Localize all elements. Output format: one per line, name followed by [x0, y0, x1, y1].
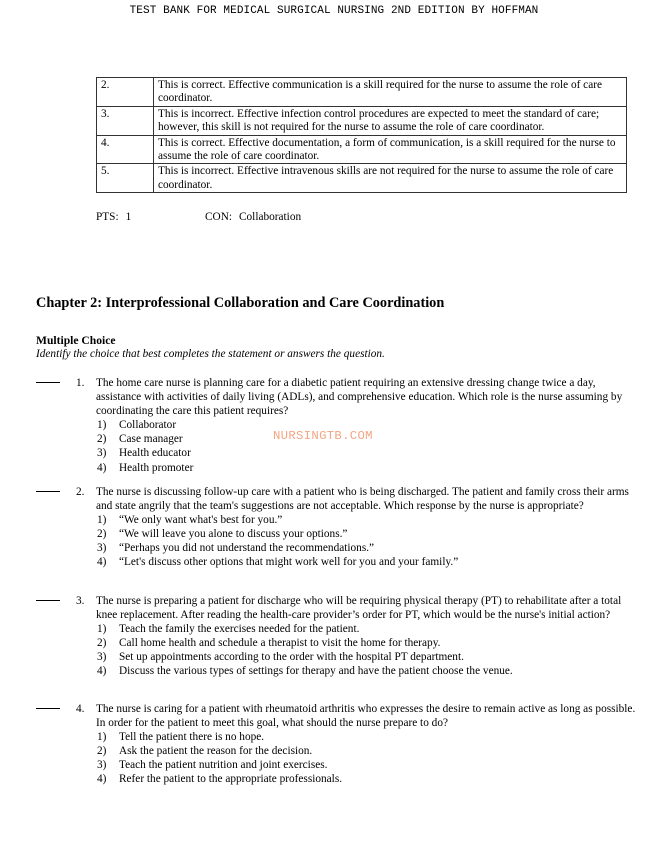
option-text: Health promoter	[119, 461, 194, 474]
table-row	[97, 135, 627, 164]
option-number: 3)	[97, 542, 107, 555]
answer-option[interactable]	[97, 513, 636, 527]
answer-options	[97, 622, 636, 678]
table-row	[97, 78, 627, 107]
option-number: 3)	[97, 759, 107, 772]
option-number: 2)	[97, 433, 107, 446]
option-number: 2)	[97, 637, 107, 650]
option-text: Ask the patient the reason for the decision.	[119, 745, 313, 758]
chapter-title: Chapter 2: Interprofessional Collaboration and Care Coordination	[36, 295, 445, 311]
question-number: 3.	[76, 595, 85, 607]
answer-option[interactable]	[97, 636, 636, 650]
option-number: 4)	[97, 556, 107, 569]
option-text: Health educator	[119, 447, 191, 460]
option-text: Collaborator	[119, 419, 177, 432]
question-stem: The nurse is preparing a patient for discharge who will be requiring physical therapy (PT) to rehabilitate after a total knee replacement. After reading the health-care provider’s order for PT, which would be the nurse's initial action?	[96, 595, 622, 622]
option-text: Discuss the various types of settings for therapy and have the patient choose the venue.	[119, 665, 513, 678]
question-4	[36, 702, 636, 787]
option-text: Case manager	[119, 433, 183, 446]
option-text: “Perhaps you did not understand the recommendations.”	[119, 542, 375, 555]
table-row	[97, 164, 627, 193]
answer-options	[97, 418, 636, 474]
answer-blank[interactable]	[36, 708, 60, 709]
concept-field	[205, 211, 301, 223]
answer-option[interactable]	[97, 555, 636, 569]
rationale-text: This is correct. Effective documentation, a form of communication, is a skill required for the nurse to assume the role of care coordinator.	[154, 135, 627, 164]
question-stem: The nurse is caring for a patient with rheumatoid arthritis who expresses the desire to remain active as long as possible. In order for the patient to meet this goal, what should the nurse prepare to do?	[96, 703, 636, 730]
question-number: 2.	[76, 486, 85, 498]
option-text: “Let's discuss other options that might work well for you and your family.”	[119, 556, 459, 569]
answer-option[interactable]	[97, 664, 636, 678]
option-number: 2)	[97, 745, 107, 758]
option-number: 1)	[97, 514, 107, 527]
running-header: TEST BANK FOR MEDICAL SURGICAL NURSING 2ND EDITION BY HOFFMAN	[129, 5, 539, 17]
option-text: “We only want what's best for you.”	[119, 514, 283, 527]
points-label: PTS:	[96, 211, 119, 223]
option-text: Teach the patient nutrition and joint exercises.	[119, 759, 328, 772]
answer-option[interactable]	[97, 758, 636, 772]
answer-option[interactable]	[97, 541, 636, 555]
answer-option[interactable]	[97, 730, 636, 744]
answer-options	[97, 730, 636, 786]
question-3	[36, 594, 636, 679]
answer-option[interactable]	[97, 461, 636, 475]
option-number: 4)	[97, 665, 107, 678]
rationale-number: 4.	[97, 135, 154, 164]
option-text: “We will leave you alone to discuss your options.”	[119, 528, 348, 541]
question-stem: The home care nurse is planning care for a diabetic patient requiring an extensive dressing change twice a day, assistance with activities of daily living (ADLs), and comprehensive education. Which role is the nurse assuming by coordinating the care this patient requires?	[96, 377, 623, 418]
question-number: 4.	[76, 703, 85, 715]
answer-option[interactable]	[97, 622, 636, 636]
rationale-number: 5.	[97, 164, 154, 193]
answer-option[interactable]	[97, 446, 636, 460]
question-1	[36, 376, 636, 475]
option-number: 1)	[97, 731, 107, 744]
answer-blank[interactable]	[36, 600, 60, 601]
question-2	[36, 485, 636, 570]
option-number: 1)	[97, 623, 107, 636]
rationale-text: This is incorrect. Effective intravenous skills are not required for the nurse to assume the role of care coordinator.	[154, 164, 627, 193]
answer-options	[97, 513, 636, 569]
option-number: 2)	[97, 528, 107, 541]
rationale-text: This is correct. Effective communication is a skill required for the nurse to assume the role of care coordinator.	[154, 78, 627, 107]
points-value: 1	[125, 211, 132, 223]
option-text: Call home health and schedule a therapist to visit the home for therapy.	[119, 637, 441, 650]
question-number: 1.	[76, 377, 85, 389]
option-number: 1)	[97, 419, 107, 432]
answer-blank[interactable]	[36, 491, 60, 492]
section-title: Multiple Choice	[36, 334, 116, 347]
concept-value: Collaboration	[239, 211, 302, 223]
points-field	[96, 211, 131, 223]
option-text: Set up appointments according to the order with the hospital PT department.	[119, 651, 464, 664]
watermark: NURSINGTB.COM	[273, 429, 373, 443]
option-text: Refer the patient to the appropriate professionals.	[119, 773, 343, 786]
answer-option[interactable]	[97, 650, 636, 664]
concept-label: CON:	[205, 211, 232, 223]
rationale-number: 3.	[97, 106, 154, 135]
option-number: 3)	[97, 651, 107, 664]
option-text: Teach the family the exercises needed for the patient.	[119, 623, 360, 636]
question-stem: The nurse is discussing follow-up care with a patient who is being discharged. The patient and family cross their arms and state angrily that the team's suggestions are not acceptable. Which response by the nurse is appropriate?	[96, 486, 629, 513]
option-number: 3)	[97, 447, 107, 460]
rationale-table	[96, 77, 627, 193]
answer-option[interactable]	[97, 527, 636, 541]
instructions: Identify the choice that best completes the statement or answers the question.	[36, 348, 385, 360]
rationale-text: This is incorrect. Effective infection control procedures are expected to meet the standard of care; however, this skill is not required for the nurse to assume the role of care coordinator.	[154, 106, 627, 135]
answer-blank[interactable]	[36, 382, 60, 383]
option-number: 4)	[97, 461, 107, 474]
option-text: Tell the patient there is no hope.	[119, 731, 265, 744]
table-row	[97, 106, 627, 135]
answer-option[interactable]	[97, 772, 636, 786]
option-number: 4)	[97, 773, 107, 786]
rationale-number: 2.	[97, 78, 154, 107]
answer-option[interactable]	[97, 744, 636, 758]
